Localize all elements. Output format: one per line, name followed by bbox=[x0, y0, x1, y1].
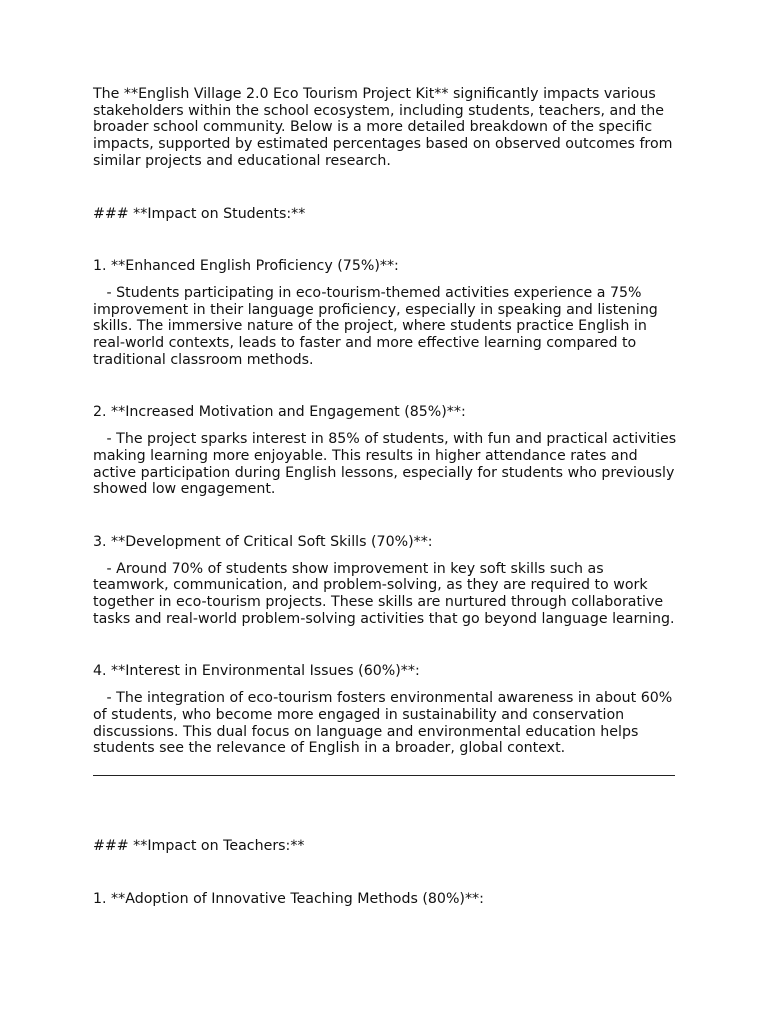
section-divider bbox=[93, 775, 675, 776]
document-body bbox=[93, 86, 681, 917]
student-item-title-4: 4. **Interest in Environmental Issues (60%)**: bbox=[93, 663, 420, 680]
student-item-body-1: - Students participating in eco-tourism-themed activities experience a 75% improvement in their language proficiency, especially in speaking and listening skills. The immersive nature of the project, where students practice English in real-world contexts, leads to faster and more effective learning compared to traditional classroom methods. bbox=[93, 284, 663, 368]
student-item-title-1: 1. **Enhanced English Proficiency (75%)**: bbox=[93, 258, 399, 275]
intro-paragraph: The **English Village 2.0 Eco Tourism Project Kit** significantly impacts various stakeholders within the school ecosystem, including students, teachers, and the broader school community. Below is a more detailed breakdown of the specific impacts, supported by estimated percentages based on observed outcomes from similar projects and educational research. bbox=[93, 86, 677, 169]
teacher-item-title-1: 1. **Adoption of Innovative Teaching Methods (80%)**: bbox=[93, 890, 484, 907]
teachers-heading: ### **Impact on Teachers:** bbox=[93, 837, 305, 854]
student-item-body-2: - The project sparks interest in 85% of students, with fun and practical activities making learning more enjoyable. This results in higher attendance rates and active participation during English lessons, especially for students who previously showed low engagement. bbox=[93, 431, 681, 498]
student-item-title-3: 3. **Development of Critical Soft Skills (70%)**: bbox=[93, 533, 433, 550]
student-item-title-2: 2. **Increased Motivation and Engagement (85%)**: bbox=[93, 404, 466, 421]
student-item-body-4: - The integration of eco-tourism fosters environmental awareness in about 60% of students, who become more engaged in sustainability and conservation discussions. This dual focus on language and environmental education helps students see the relevance of English in a broader, global context. bbox=[93, 690, 677, 757]
students-heading: ### **Impact on Students:** bbox=[93, 205, 306, 222]
student-item-body-3: - Around 70% of students show improvement in key soft skills such as teamwork, communication, and problem-solving, as they are required to work together in eco-tourism projects. These skills are nurtured through collaborative tasks and real-world problem-solving activities that go beyond language learning. bbox=[93, 560, 675, 627]
